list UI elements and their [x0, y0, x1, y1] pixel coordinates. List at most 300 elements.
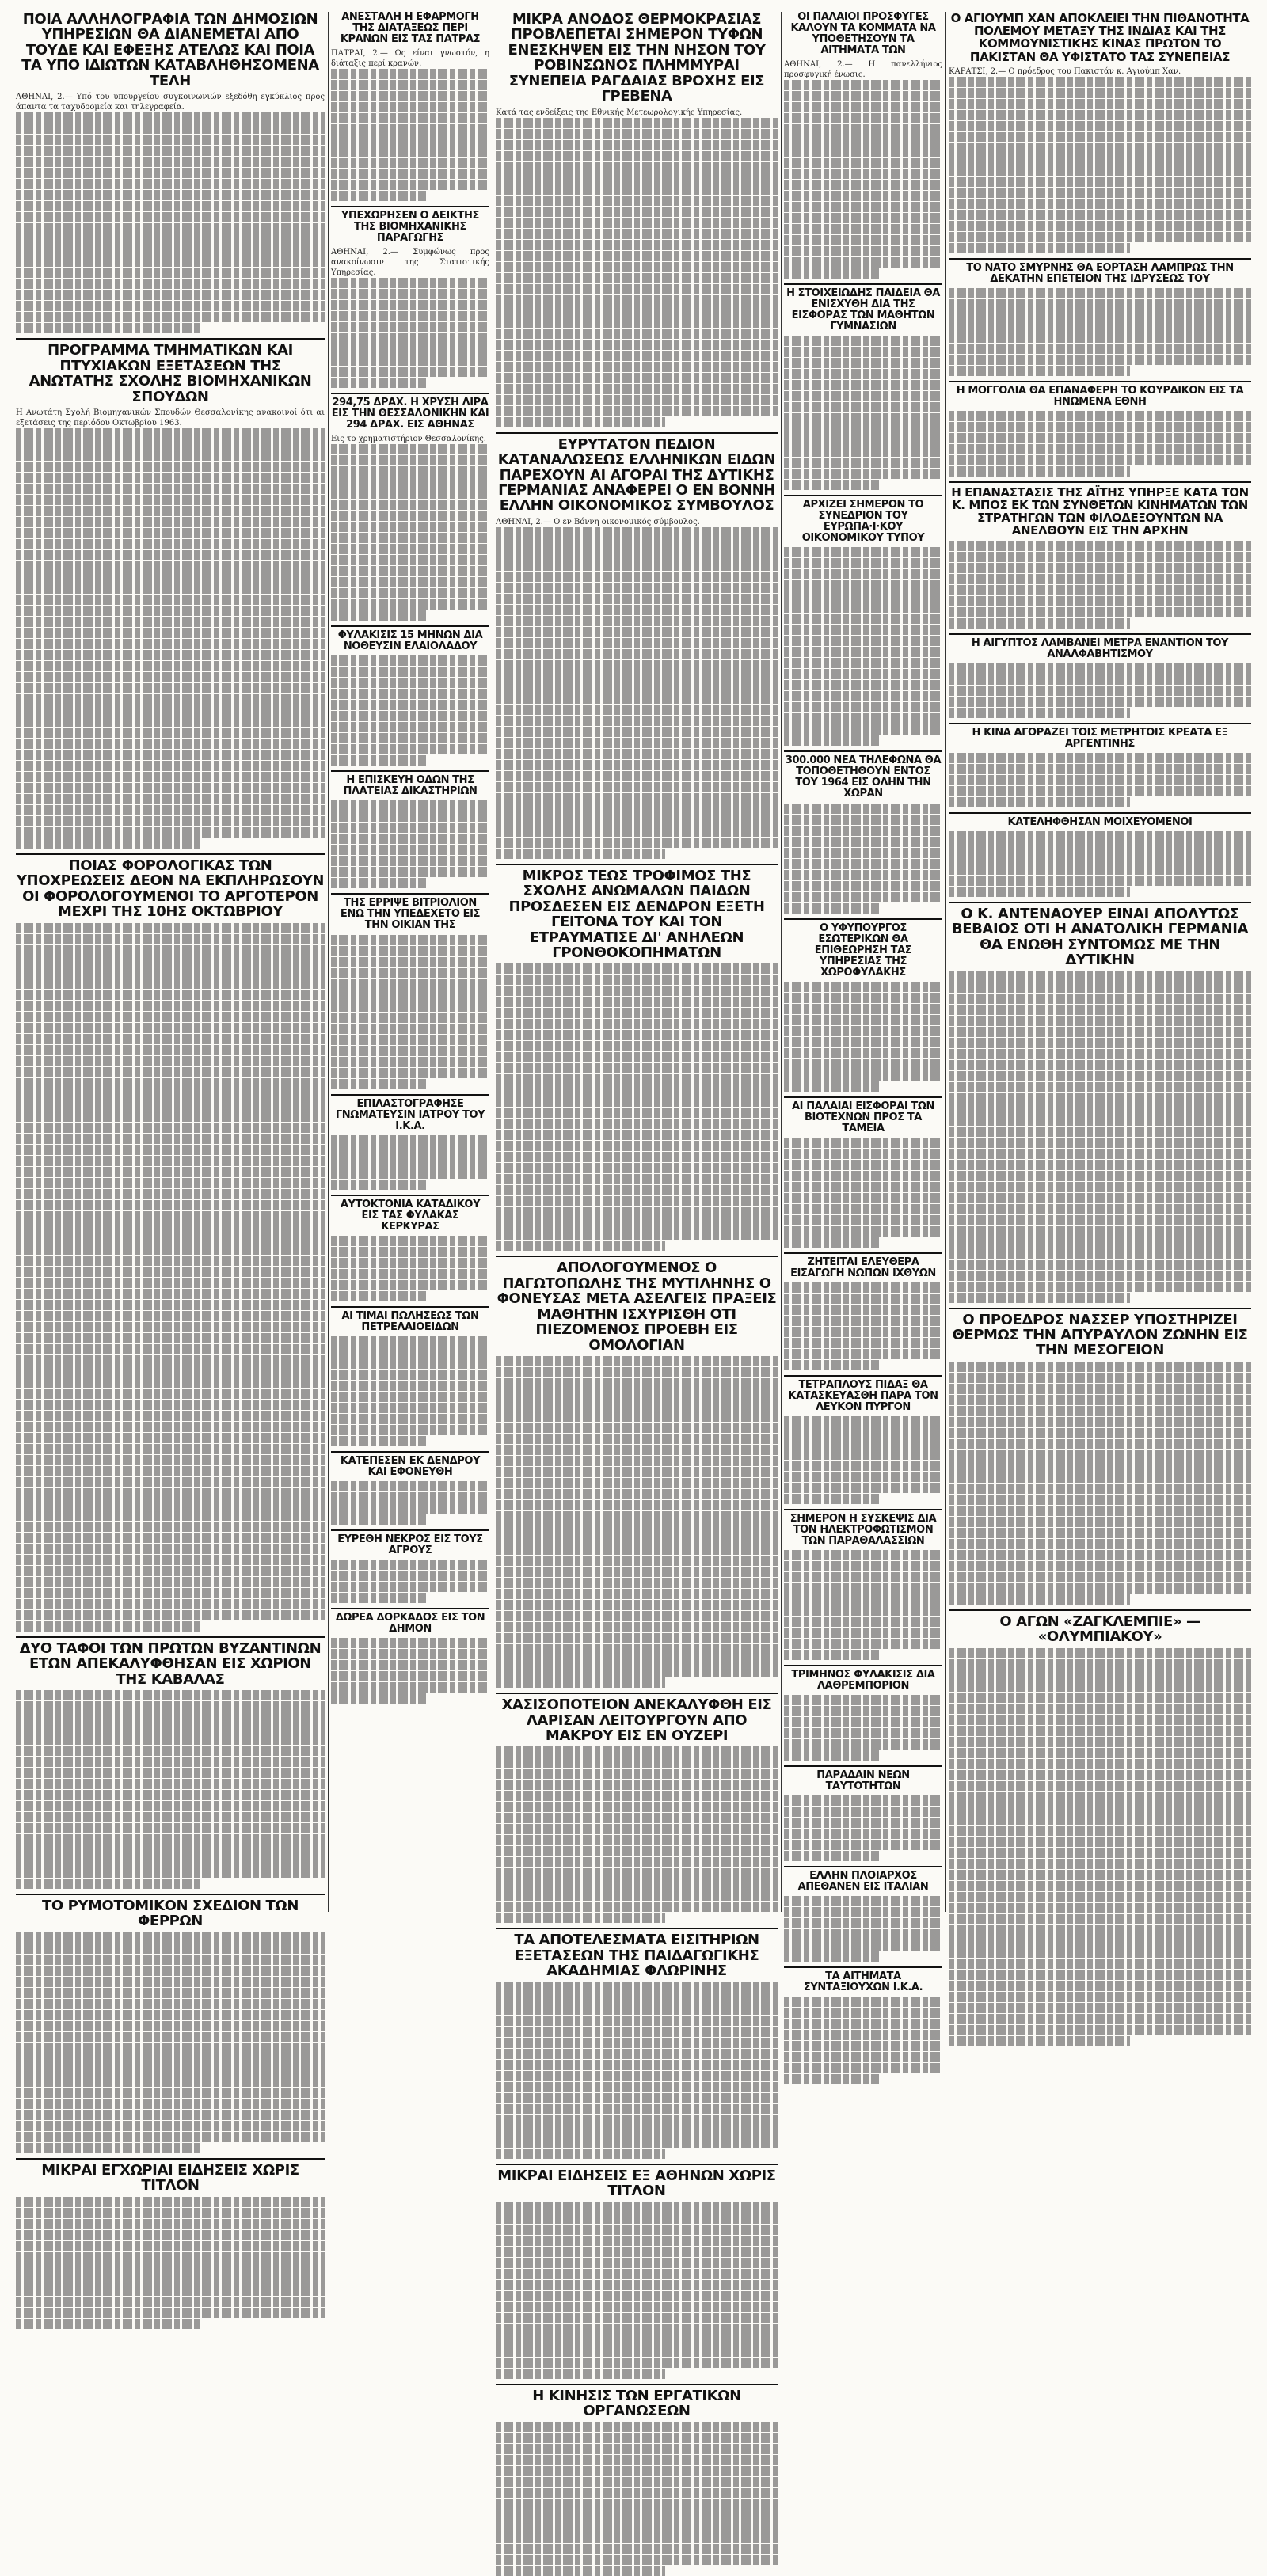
text-line	[16, 1966, 325, 1976]
text-line	[331, 1403, 489, 1413]
text-line	[331, 856, 489, 866]
text-line	[784, 2008, 942, 2018]
text-line	[496, 749, 778, 759]
text-line	[784, 580, 942, 591]
text-line	[331, 845, 489, 855]
text-line	[949, 1881, 1251, 1891]
newspaper-page	[16, 11, 1251, 2419]
text-line	[16, 816, 325, 826]
text-line	[16, 1988, 325, 1998]
article-divider	[331, 1451, 489, 1453]
text-line	[496, 417, 665, 427]
article-divider	[331, 1094, 489, 1096]
text-line	[784, 1438, 942, 1449]
article-body	[949, 66, 1251, 253]
text-line	[496, 1556, 778, 1566]
text-line	[496, 1389, 778, 1400]
text-line	[496, 804, 778, 815]
text-line	[331, 1001, 489, 1012]
text-line	[16, 1333, 325, 1343]
text-line	[784, 993, 942, 1003]
text-line	[784, 1650, 879, 1660]
text-line	[784, 903, 879, 914]
text-line	[331, 355, 489, 366]
text-line	[496, 2060, 778, 2070]
text-line	[949, 1417, 1251, 1427]
text-line	[949, 1715, 1251, 1725]
text-line	[784, 180, 942, 190]
article	[496, 1928, 778, 2158]
article-body	[784, 1896, 942, 1962]
article-headline: ΟΙ ΠΑΛΑΙΟΙ ΠΡΟΣΦΥΓΕΣ ΚΑΛΟΥΝ ΤΑ ΚΟΜΜΑΤΑ ΝΑ ΥΠΟΘΕΤΗΣΟΥΝ ΤΑ ΑΙΤΗΜΑΤΑ ΤΩΝ	[790, 11, 936, 57]
text-line	[331, 1571, 489, 1581]
text-line	[331, 289, 489, 299]
text-line	[331, 1258, 489, 1268]
text-line	[949, 1726, 1251, 1736]
text-line	[949, 574, 1251, 584]
text-line	[16, 1444, 325, 1454]
text-line	[949, 876, 1251, 886]
text-line	[496, 1802, 778, 1812]
article	[496, 432, 778, 859]
text-line	[784, 135, 942, 146]
text-line	[331, 722, 489, 732]
text-line	[784, 1416, 942, 1427]
text-line	[949, 1681, 1251, 1692]
article-body	[784, 982, 942, 1092]
text-line	[784, 735, 879, 746]
article	[784, 1665, 942, 1761]
article	[784, 1096, 942, 1248]
text-line	[784, 358, 942, 368]
text-line	[16, 561, 325, 572]
text-line	[784, 826, 942, 836]
text-line	[331, 1291, 426, 1301]
article-headline: ΜΙΚΡΑΙ ΕΙΔΗΣΕΙΣ ΕΞ ΑΘΗΝΩΝ ΧΩΡΙΣ ΤΙΤΛΟΝ	[497, 2167, 776, 2200]
text-line	[496, 1229, 778, 1240]
text-line	[331, 811, 489, 822]
article-body	[331, 1638, 489, 1704]
text-line	[496, 1666, 778, 1677]
text-line	[16, 1999, 325, 2009]
article-body	[16, 408, 325, 849]
text-line	[331, 311, 489, 321]
text-line	[496, 229, 778, 239]
text-line	[16, 1779, 325, 1789]
article	[784, 1375, 942, 1504]
text-line	[16, 462, 325, 472]
text-line	[16, 528, 325, 538]
article	[331, 206, 489, 388]
article	[331, 770, 489, 888]
text-line	[784, 1070, 942, 1081]
article-divider	[784, 1252, 942, 1254]
text-line	[496, 1982, 778, 1993]
text-line	[949, 1693, 1251, 1703]
text-line	[16, 838, 201, 849]
text-line	[16, 168, 325, 178]
text-line	[949, 1648, 1251, 1658]
article	[784, 918, 942, 1092]
text-line	[496, 627, 778, 637]
text-line	[949, 2025, 1251, 2035]
text-line	[496, 2335, 778, 2346]
text-line	[949, 585, 1251, 595]
text-line	[331, 867, 489, 877]
article-body	[16, 923, 325, 1632]
text-line	[16, 245, 325, 256]
text-line	[16, 1723, 325, 1734]
text-line	[949, 121, 1251, 131]
article-divider	[496, 2384, 778, 2385]
text-line	[16, 550, 325, 560]
text-line	[16, 1757, 325, 1767]
text-line	[16, 1768, 325, 1778]
text-line	[496, 1445, 778, 1455]
article-body	[784, 1282, 942, 1370]
article-headline: 300.000 ΝΕΑ ΤΗΛΕΦΩΝΑ ΘΑ ΤΟΠΟΘΕΤΗΘΟΥΝ ΕΝΤΟΣ ΤΟΥ 1964 ΕΙΣ ΟΛΗΝ ΤΗΝ ΧΩΡΑΝ	[785, 754, 942, 800]
article-headline: ΤΑ ΑΠΟΤΕΛΕΣΜΑΤΑ ΕΙΣΙΤΗΡΙΩΝ ΕΞΕΤΑΣΕΩΝ ΤΗΣ ΠΑΙΔΑΓΩΓΙΚΗΣ ΑΚΑΔΗΜΙΑΣ ΦΛΩΡΙΝΗΣ	[514, 1932, 759, 1980]
text-line	[16, 1790, 325, 1800]
text-line	[16, 750, 325, 760]
text-line	[784, 691, 942, 701]
text-line	[16, 1823, 325, 1833]
text-line	[949, 1472, 1251, 1483]
article-headline: ΠΑΡΑΔΑΙΝ ΝΕΩΝ ΤΑΥΤΟΤΗΤΩΝ	[816, 1769, 910, 1793]
article-headline: ΜΙΚΡΟΣ ΤΕΩΣ ΤΡΟΦΙΜΟΣ ΤΗΣ ΣΧΟΛΗΣ ΑΝΩΜΑΛΩΝ ΠΑΙΔΩΝ ΠΡΟΣΔΕΣΕΝ ΕΙΣ ΔΕΝΔΡΟΝ ΕΞΕΤΗ ΓΕΙΤΟΝΑ ΤΟΥ ΚΑΙ ΤΟΝ ΕΤΡΑΥΜΑΤΙΣΕ ΔΙ' ΑΝΗΛΕΩΝ ΓΡΟΝΘΟΚΟΠΗΜΑΤΩΝ	[508, 867, 765, 961]
text-line	[16, 1123, 325, 1133]
text-line	[496, 2302, 778, 2312]
text-line	[16, 1690, 325, 1700]
text-line	[16, 2132, 325, 2142]
text-line	[496, 1835, 778, 1845]
text-line	[331, 1157, 489, 1168]
text-line	[496, 2082, 778, 2092]
article-headline: ΥΠΕΧΩΡΗΣΕΝ Ο ΔΕΙΚΤΗΣ ΤΗΣ ΒΙΟΜΗΧΑΝΙΚΗΣ ΠΑΡΑΓΩΓΗΣ	[341, 210, 479, 245]
text-line	[784, 1160, 942, 1170]
text-line	[496, 118, 778, 128]
text-line	[496, 1746, 778, 1757]
article	[331, 393, 489, 621]
article	[784, 12, 942, 279]
article	[16, 853, 325, 1632]
text-line	[784, 458, 942, 468]
text-line	[16, 1488, 325, 1499]
text-line	[16, 1746, 325, 1756]
text-line	[784, 602, 942, 613]
text-line	[784, 224, 942, 234]
text-line	[16, 1189, 325, 1199]
text-line	[331, 1381, 489, 1391]
article-body	[784, 804, 942, 914]
text-line	[784, 91, 942, 101]
text-line	[949, 1171, 1251, 1181]
article-divider	[496, 2164, 778, 2165]
text-line	[496, 2269, 778, 2279]
text-line	[16, 1244, 325, 1255]
text-line	[331, 1057, 489, 1067]
text-line	[16, 1566, 325, 1576]
text-line	[784, 202, 942, 212]
text-line	[496, 1902, 778, 1912]
column-2	[331, 12, 489, 1912]
text-line	[16, 146, 325, 156]
text-line	[496, 986, 778, 996]
text-line	[496, 1511, 778, 1522]
article-body	[949, 541, 1251, 629]
text-line	[784, 1282, 942, 1293]
text-line	[949, 1848, 1251, 1858]
text-line	[949, 1959, 1251, 1969]
article-body	[16, 2197, 325, 2329]
text-line	[949, 99, 1251, 109]
text-line	[949, 563, 1251, 573]
text-line	[496, 1356, 778, 1366]
article-headline: ΤΟ ΡΥΜΟΤΟΜΙΚΟΝ ΣΧΕΔΙΟΝ ΤΩΝ ΦΕΡΡΩΝ	[41, 1898, 299, 1930]
text-line	[949, 1005, 1251, 1015]
text-line	[496, 793, 778, 804]
text-line	[331, 1514, 426, 1525]
text-line	[496, 1846, 778, 1856]
text-line	[16, 234, 325, 245]
text-line	[331, 834, 489, 844]
text-line	[331, 333, 489, 344]
text-line	[784, 1617, 942, 1627]
text-line	[784, 1561, 942, 1571]
text-line	[16, 2043, 325, 2054]
text-line	[16, 1499, 325, 1510]
text-line	[16, 506, 325, 516]
article-headline: Ο Κ. ΑΝΤΕΝΑΟΥΕΡ ΕΙΝΑΙ ΑΠΟΛΥΤΩΣ ΒΕΒΑΙΟΣ ΟΤΙ Η ΑΝΑΤΟΛΙΚΗ ΓΕΡΜΑΝΙΑ ΘΑ ΕΝΩΘΗ ΣΥΝΤΟΜΩΣ ΜΕ ΤΗΝ ΔΥΤΙΚΗΝ	[951, 905, 1249, 969]
text-line	[331, 1146, 489, 1157]
text-line	[16, 450, 325, 461]
article-body	[949, 831, 1251, 897]
article-body	[784, 1138, 942, 1248]
text-line	[949, 864, 1251, 875]
text-line	[331, 588, 489, 598]
text-line	[949, 1561, 1251, 1571]
text-line	[949, 1704, 1251, 1714]
text-line	[496, 782, 778, 792]
text-line	[496, 1567, 778, 1577]
text-line	[784, 1182, 942, 1192]
text-line	[496, 2258, 778, 2268]
text-line	[496, 1655, 778, 1666]
text-line	[784, 402, 942, 412]
text-line	[16, 179, 325, 189]
article-body	[331, 1560, 489, 1603]
text-line	[331, 1358, 489, 1369]
column-1	[16, 11, 325, 2194]
text-line	[331, 124, 489, 135]
text-line	[949, 310, 1251, 321]
text-line	[496, 963, 778, 974]
article-divider	[331, 625, 489, 627]
text-line	[784, 235, 942, 245]
text-line	[16, 1200, 325, 1210]
text-line	[949, 971, 1251, 982]
text-line	[784, 2030, 942, 2040]
article-body	[331, 935, 489, 1089]
text-line	[496, 1633, 778, 1643]
text-line	[16, 1300, 325, 1310]
text-line	[331, 990, 489, 1001]
article	[784, 750, 942, 913]
text-line	[16, 1056, 325, 1066]
text-line	[16, 1078, 325, 1089]
text-line	[784, 446, 942, 457]
text-line	[949, 663, 1251, 674]
article-divider	[949, 258, 1251, 260]
text-line	[949, 887, 1130, 897]
text-line	[331, 823, 489, 833]
text-line	[16, 728, 325, 738]
article-headline: Ο ΑΓΩΝ «ΖΑΓΚΛΕΜΠΙΕ» — «ΟΛΥΜΠΙΑΚΟΥ»	[999, 1613, 1200, 1646]
article-divider	[784, 1966, 942, 1968]
article-headline: ΜΙΚΡΑΙ ΕΓΧΩΡΙΑΙ ΕΙΔΗΣΕΙΣ ΧΩΡΙΣ ΤΙΤΛΟΝ	[41, 2161, 299, 2194]
text-line	[331, 180, 489, 190]
text-line	[949, 321, 1251, 332]
column-5	[949, 12, 1251, 1912]
text-line	[496, 2236, 778, 2246]
text-line	[16, 2076, 325, 2087]
text-line	[331, 300, 489, 310]
text-line	[496, 1163, 778, 1173]
article	[331, 1529, 489, 1603]
text-line	[16, 279, 325, 289]
text-line	[784, 1048, 942, 1058]
text-line	[331, 69, 489, 79]
text-line	[331, 522, 489, 532]
text-line	[16, 1322, 325, 1332]
text-line	[784, 647, 942, 657]
article-body	[331, 434, 489, 621]
text-line	[784, 1907, 942, 1917]
article-lead: Εις το χρηματιστήριον Θεσσαλονίκης.	[331, 435, 486, 444]
text-line	[784, 1695, 942, 1705]
article	[331, 1195, 489, 1301]
text-line	[331, 1425, 489, 1435]
column-rule	[781, 12, 782, 1912]
text-line	[16, 923, 325, 933]
text-line	[331, 1638, 489, 1648]
article-divider	[16, 853, 325, 855]
text-line	[16, 2197, 325, 2207]
text-line	[496, 560, 778, 571]
article-headline: ΦΥΛΑΚΙΣΙΣ 15 ΜΗΝΩΝ ΔΙΑ ΝΟΘΕΥΣΙΝ ΕΛΑΙΟΛΑΔΟΥ	[337, 629, 483, 653]
article	[496, 864, 778, 1252]
text-line	[16, 112, 325, 123]
text-line	[331, 1671, 489, 1681]
text-line	[496, 1456, 778, 1466]
text-line	[949, 1936, 1251, 1947]
text-line	[496, 1993, 778, 2004]
text-line	[331, 878, 426, 888]
text-line	[949, 154, 1251, 165]
text-line	[496, 395, 778, 405]
text-line	[16, 212, 325, 222]
text-line	[949, 1892, 1251, 1902]
text-line	[16, 495, 325, 505]
text-line	[949, 1038, 1251, 1048]
text-line	[16, 1610, 325, 1620]
text-line	[784, 892, 942, 902]
text-line	[784, 1550, 942, 1560]
text-line	[331, 599, 489, 610]
article-headline: Ο ΠΡΟΕΔΡΟΣ ΝΑΣΣΕΡ ΥΠΟΣΤΗΡΙΖΕΙ ΘΕΡΜΩΣ ΤΗΝ ΑΠΥΡΑΥΛΟΝ ΖΩΝΗΝ ΕΙΣ ΤΗΝ ΜΕΣΟΓΕΙΟΝ	[952, 1311, 1248, 1359]
text-line	[784, 268, 879, 279]
text-line	[784, 1449, 942, 1460]
article	[496, 2384, 778, 2576]
article-body	[784, 547, 942, 746]
article	[16, 1636, 325, 1889]
text-line	[949, 433, 1251, 443]
text-line	[16, 1955, 325, 1965]
text-line	[331, 367, 489, 377]
text-line	[949, 1870, 1251, 1880]
article	[16, 338, 325, 849]
text-line	[949, 753, 1251, 763]
text-line	[496, 826, 778, 837]
text-line	[496, 2422, 778, 2432]
text-line	[16, 1544, 325, 1554]
text-line	[16, 1856, 325, 1867]
text-line	[784, 636, 942, 646]
text-line	[784, 169, 942, 179]
text-line	[949, 1127, 1251, 1137]
text-line	[331, 800, 489, 811]
text-line	[496, 2455, 778, 2465]
text-line	[16, 1712, 325, 1723]
text-line	[496, 273, 778, 283]
article-headline: ΑΙ ΠΑΛΑΙΑΙ ΕΙΣΦΟΡΑΙ ΤΩΝ ΒΙΟΤΕΧΝΩΝ ΠΡΟΣ ΤΑ ΤΑΜΕΙΑ	[792, 1100, 934, 1134]
text-line	[949, 797, 1130, 807]
text-line	[496, 538, 778, 549]
text-line	[16, 1001, 325, 1011]
text-line	[331, 1180, 426, 1190]
article	[949, 812, 1251, 897]
text-line	[331, 544, 489, 554]
article-divider	[331, 893, 489, 895]
text-line	[496, 384, 778, 394]
text-line	[331, 1024, 489, 1034]
text-line	[16, 1145, 325, 1155]
article-lead: Η Ανωτάτη Σχολή Βιομηχανικών Σπουδών Θεσσαλονίκης ανακοινοί ότι αι εξετάσεις της περιόδου Οκτωβρίου 1963.	[16, 408, 325, 427]
text-line	[496, 2280, 778, 2290]
text-line	[949, 1138, 1251, 1148]
text-line	[949, 1406, 1251, 1416]
text-line	[16, 123, 325, 134]
text-line	[331, 957, 489, 967]
text-line	[16, 2208, 325, 2218]
text-line	[949, 1925, 1251, 1936]
text-line	[331, 344, 489, 355]
text-line	[949, 618, 1130, 629]
article-body	[496, 517, 778, 859]
text-line	[331, 935, 489, 945]
text-line	[784, 1818, 942, 1828]
text-line	[496, 306, 778, 317]
text-line	[784, 2074, 879, 2084]
text-line	[784, 191, 942, 201]
article-headline: ΑΡΧΙΖΕΙ ΣΗΜΕΡΟΝ ΤΟ ΣΥΝΕΔΡΙΟΝ ΤΟΥ ΕΥΡΩΠΑ·Ι·ΚΟΥ ΟΙΚΟΝΟΜΙΚΟΥ ΤΥΠΟΥ	[801, 499, 925, 545]
article-headline: Η ΣΤΟΙΧΕΙΩΔΗΣ ΠΑΙΔΕΙΑ ΘΑ ΕΝΙΣΧΥΘΗ ΔΙΑ ΤΗΣ ΕΙΣΦΟΡΑΣ ΤΩΝ ΜΑΘΗΤΩΝ ΓΥΜΝΑΣΙΩΝ	[786, 287, 940, 333]
article	[784, 283, 942, 490]
article	[331, 1094, 489, 1190]
text-line	[331, 667, 489, 677]
text-line	[949, 1914, 1251, 1924]
article-body	[331, 1336, 489, 1446]
